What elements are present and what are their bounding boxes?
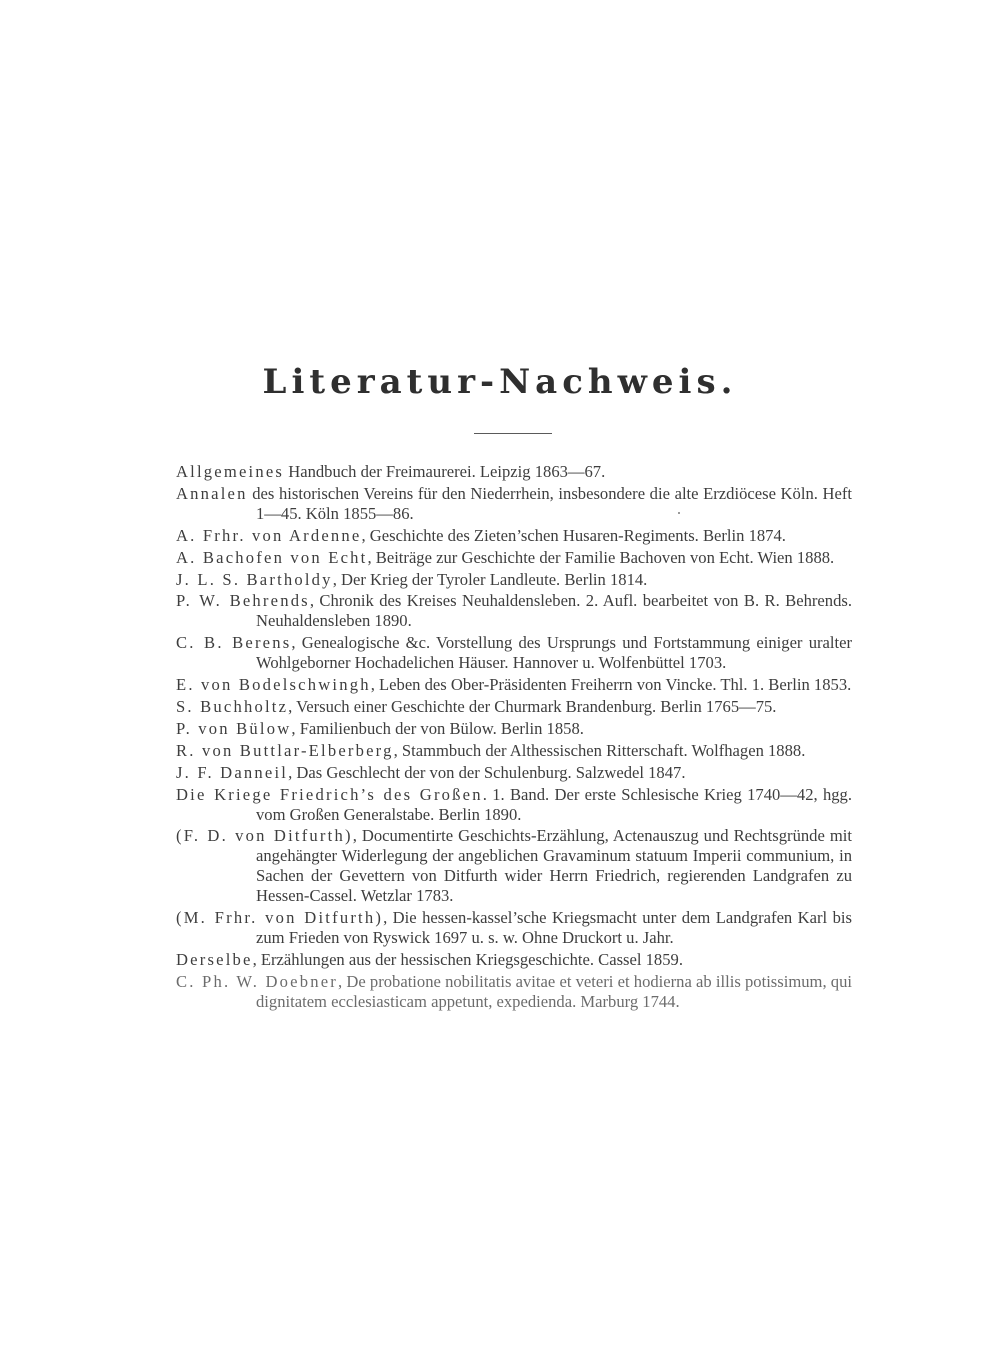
entry-author: Derselbe [176,949,253,969]
entry-author: Annalen [176,483,248,503]
entry-text: , Documentirte Geschichts-Erzählung, Actenauszug und Rechtsgründe mit angehängter Widerlegung der angeblichen Gravaminum statuum Imperii communium, in Sachen der Gevettern von Ditfurth wider Herrn Friedrich, regierenden Landgrafen zu Hessen-Cassel. Wetzlar 1783. [256,826,852,906]
entry-text: , Die hessen-kassel’sche Kriegsmacht unter dem Landgrafen Karl bis zum Frieden von Ryswick 1697 u. s. w. Ohne Druckort u. Jahr. [256,908,852,947]
page-title: Literatur-Nachweis. [262,362,738,402]
bibliography-entry [176,633,852,673]
title-rule [474,433,552,434]
entry-author: Die Kriege Friedrich’s des Großen [176,784,483,804]
entry-text: , De probatione nobilitatis avitae et veteri et hodierna ab illis potissimum, qui dignitatem ecclesiasticam appetunt, expedienda. Marburg 1744. [256,971,852,1011]
entry-text: , Erzählungen aus der hessischen Kriegsgeschichte. Cassel 1859. [252,949,683,969]
bibliography-entry [176,697,852,717]
entry-text: , Leben des Ober-Präsidenten Freiherrn von Vincke. Thl. 1. Berlin 1853. [370,675,852,695]
bibliography-entry [176,719,852,739]
entry-author: (F. D. von Ditfurth) [176,826,353,846]
bibliography-entry [176,826,852,906]
bibliography-entry [176,591,852,631]
entry-text: , Der Krieg der Tyroler Landleute. Berlin 1814. [332,569,648,589]
entry-author: Allgemeines [176,462,285,481]
entry-author: A. Bachofen von Echt [176,547,368,567]
bibliography-entry [176,972,852,1012]
bibliography-entry [176,741,852,761]
bibliography-entry [176,526,852,546]
bibliography-entry [176,570,852,590]
entry-text: , Das Geschlecht der von der Schulenburg. Salzwedel 1847. [288,762,686,782]
entry-text: , Geschichte des Zieten’schen Husaren-Regiments. Berlin 1874. [361,525,786,545]
entry-text: , Versuch einer Geschichte der Churmark Brandenburg. Berlin 1765—75. [288,696,777,716]
entry-text: , Chronik des Kreises Neuhaldensleben. 2. Aufl. bearbeitet von B. R. Behrends. Neuhaldensleben 1890. [256,591,852,631]
entry-author: C. B. Berens [176,633,292,653]
bibliography-entry [176,785,852,825]
entry-author: E. von Bodelschwingh [176,675,371,695]
entry-text: , Familienbuch der von Bülow. Berlin 1858. [291,718,584,738]
entry-author: (M. Frhr. von Ditfurth) [176,908,384,928]
bibliography-entry [176,908,852,948]
bibliography-entry [176,675,852,695]
entry-author: R. von Buttlar-Elberberg [176,740,394,760]
entry-author: S. Buchholtz [176,696,289,716]
entry-author: P. von Bülow [176,718,292,738]
bibliography-entry [176,462,852,482]
bibliography-entry [176,484,852,524]
entry-text: , Genealogische &c. Vorstellung des Ursprungs und Fortstammung einiger uralter Wohlgeborner Hochadelichen Häuser. Hannover u. Wolfenbüttel 1703. [256,633,852,673]
bibliography-entry [176,950,852,970]
bibliography-entry [176,548,852,568]
bibliography-list [176,462,852,1014]
entry-author: J. F. Danneil [176,762,289,782]
entry-text: , Beiträge zur Geschichte der Familie Bachoven von Echt. Wien 1888. [367,547,835,567]
entry-text: , Stammbuch der Althessischen Ritterschaft. Wolfhagen 1888. [393,740,806,760]
entry-text: Handbuch der Freimaurerei. Leipzig 1863—67. [284,462,606,481]
entry-author: A. Frhr. von Ardenne [176,525,362,545]
bibliography-entry [176,763,852,783]
entry-text: . 1. Band. Der erste Schlesische Krieg 1740—42, hgg. vom Großen Generalstabe. Berlin 1890. [256,784,853,824]
entry-text: des historischen Vereins für den Niederrhein, insbesondere die alte Erzdiöcese Köln. Heft 1—45. Köln 1855—86. [247,483,852,523]
entry-author: C. Ph. W. Doebner [176,971,339,991]
entry-author: P. W. Behrends [176,591,310,611]
entry-author: J. L. S. Bartholdy [176,569,333,589]
